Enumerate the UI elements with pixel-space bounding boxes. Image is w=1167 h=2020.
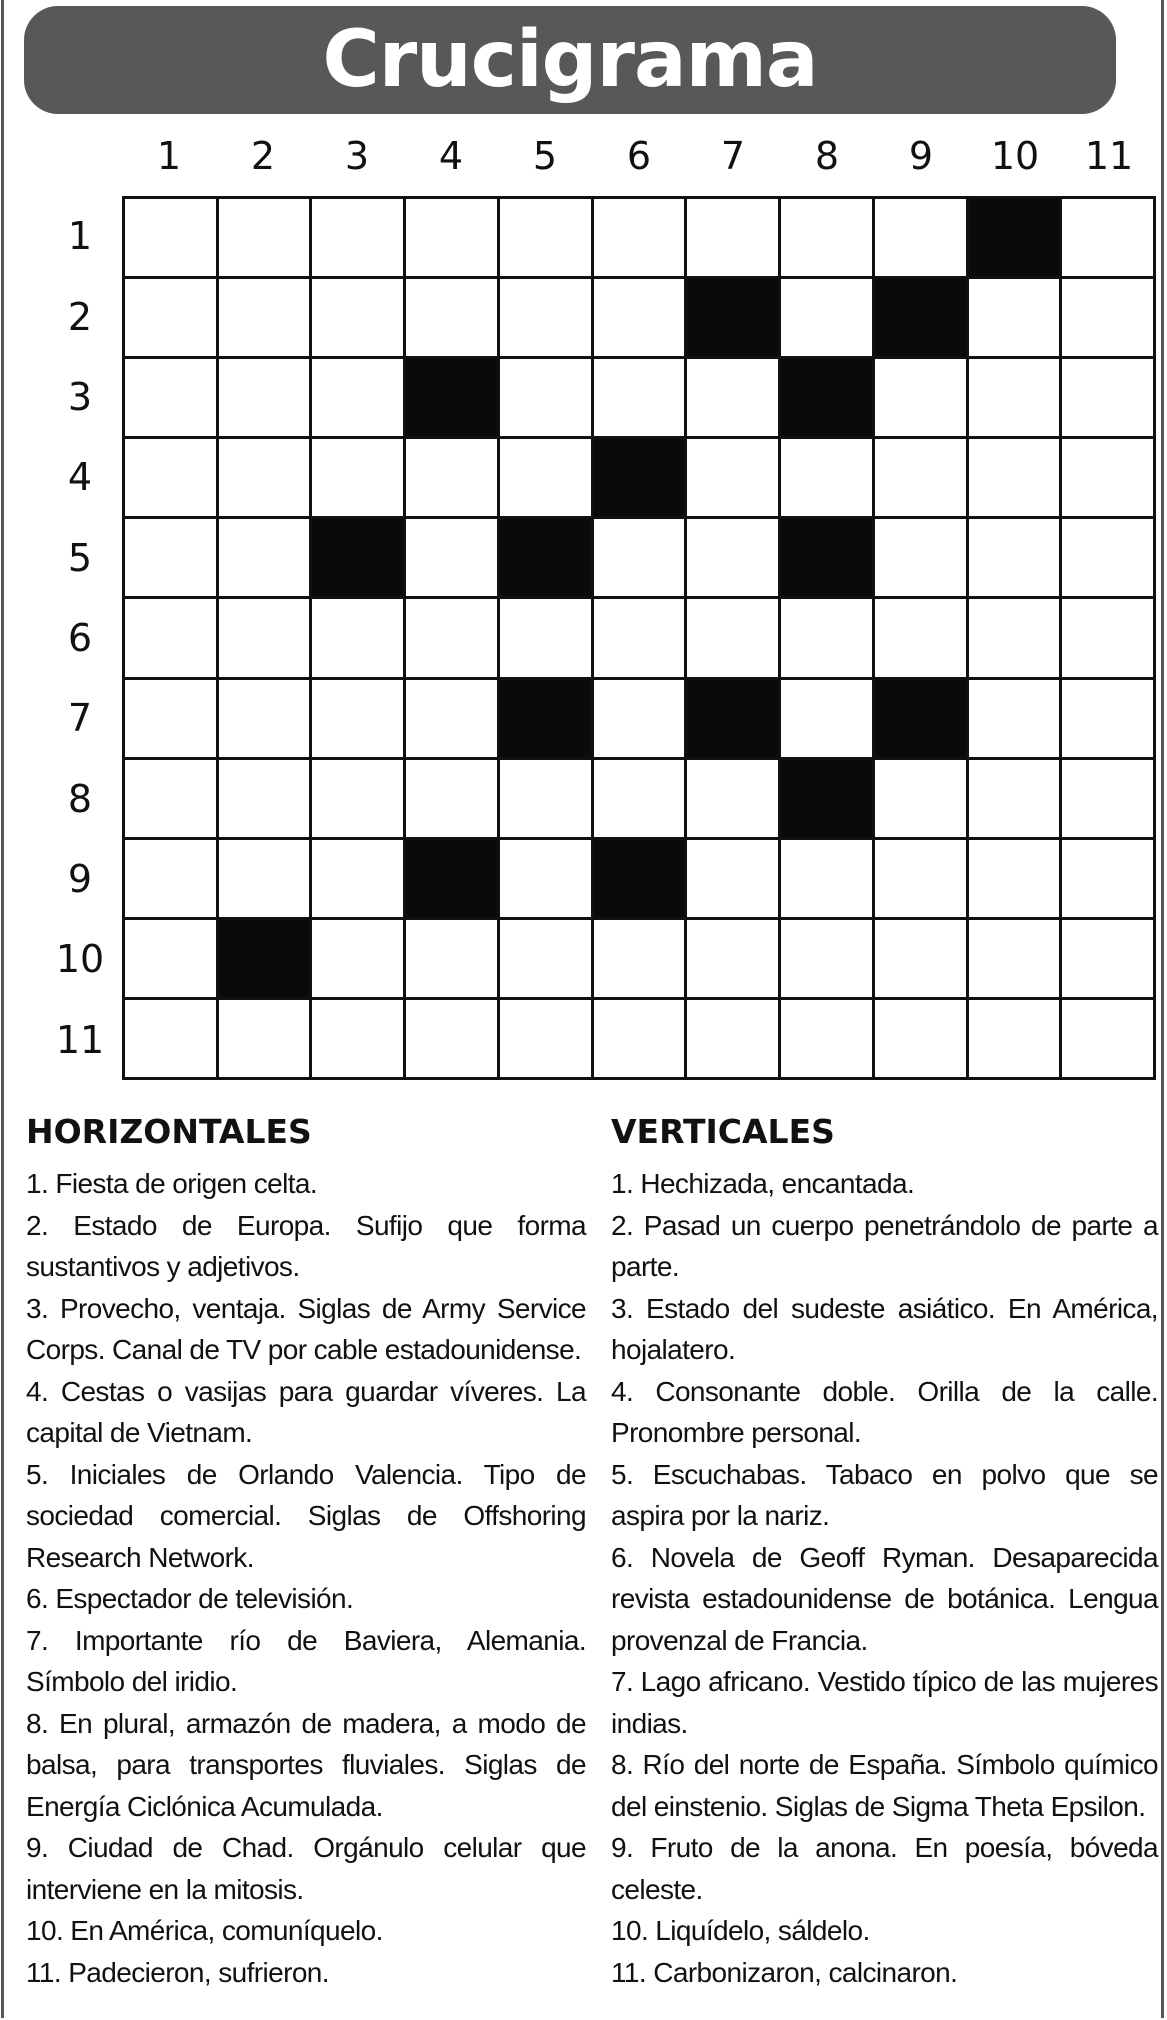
grid-cell[interactable] bbox=[594, 359, 685, 436]
grid-cell[interactable] bbox=[781, 599, 872, 676]
grid-cell-black bbox=[406, 840, 497, 917]
row-number: 2 bbox=[67, 294, 93, 339]
horizontales-section bbox=[26, 1112, 586, 1993]
grid-cell[interactable] bbox=[781, 840, 872, 917]
grid-cell[interactable] bbox=[406, 1000, 497, 1077]
column-number: 5 bbox=[532, 134, 558, 178]
column-number: 2 bbox=[250, 134, 276, 178]
grid-cell[interactable] bbox=[969, 840, 1060, 917]
grid-cell[interactable] bbox=[500, 199, 591, 276]
grid-cell[interactable] bbox=[875, 760, 966, 837]
clue-item: 10. En América, comuníquelo. bbox=[26, 1915, 383, 1946]
grid-cell[interactable] bbox=[500, 1000, 591, 1077]
grid-cell[interactable] bbox=[406, 599, 497, 676]
grid-cell[interactable] bbox=[312, 599, 403, 676]
grid-cell[interactable] bbox=[687, 439, 778, 516]
grid-cell[interactable] bbox=[1062, 920, 1153, 997]
grid-cell[interactable] bbox=[875, 599, 966, 676]
verticales-clue-list bbox=[611, 1163, 1158, 1993]
grid-cell-black bbox=[219, 920, 310, 997]
grid-cell[interactable] bbox=[969, 1000, 1060, 1077]
grid-cell[interactable] bbox=[969, 760, 1060, 837]
grid-cell[interactable] bbox=[500, 599, 591, 676]
grid-cell[interactable] bbox=[594, 760, 685, 837]
grid-cell[interactable] bbox=[875, 1000, 966, 1077]
grid-cell[interactable] bbox=[875, 199, 966, 276]
grid-cell[interactable] bbox=[969, 519, 1060, 596]
grid-cell-black bbox=[312, 519, 403, 596]
grid-cell[interactable] bbox=[500, 439, 591, 516]
column-number: 3 bbox=[344, 134, 370, 178]
grid-cell[interactable] bbox=[312, 439, 403, 516]
clue-item: 9. Fruto de la anona. En poesía, bóveda celeste. bbox=[611, 1832, 1158, 1905]
clue-item: 8. En plural, armazón de madera, a modo de balsa, para transportes fluviales. Siglas de Energía Ciclónica Acumulada. bbox=[26, 1707, 586, 1822]
grid-cell[interactable] bbox=[125, 359, 216, 436]
grid-cell[interactable] bbox=[781, 680, 872, 757]
grid-cell-black bbox=[500, 680, 591, 757]
grid-cell-black bbox=[687, 680, 778, 757]
grid-cell-black bbox=[875, 680, 966, 757]
grid-cell[interactable] bbox=[125, 920, 216, 997]
grid-cell[interactable] bbox=[781, 279, 872, 356]
grid-cell[interactable] bbox=[969, 599, 1060, 676]
clue-item: 9. Ciudad de Chad. Orgánulo celular que interviene en la mitosis. bbox=[26, 1832, 586, 1905]
grid-cell[interactable] bbox=[125, 519, 216, 596]
grid-cell-black bbox=[594, 840, 685, 917]
grid-cell[interactable] bbox=[1062, 1000, 1153, 1077]
grid-cell[interactable] bbox=[969, 439, 1060, 516]
grid-cell-black bbox=[687, 279, 778, 356]
grid-cell[interactable] bbox=[500, 279, 591, 356]
grid-cell-black bbox=[781, 359, 872, 436]
column-number: 8 bbox=[814, 134, 840, 178]
grid-cell[interactable] bbox=[219, 359, 310, 436]
grid-cell[interactable] bbox=[875, 359, 966, 436]
grid-cell[interactable] bbox=[219, 680, 310, 757]
grid-cell[interactable] bbox=[1062, 760, 1153, 837]
grid-cell[interactable] bbox=[500, 359, 591, 436]
grid-cell[interactable] bbox=[125, 199, 216, 276]
grid-cell[interactable] bbox=[312, 680, 403, 757]
grid-cell[interactable] bbox=[594, 1000, 685, 1077]
grid-cell[interactable] bbox=[219, 199, 310, 276]
grid-cell[interactable] bbox=[1062, 599, 1153, 676]
column-numbers bbox=[122, 128, 1156, 184]
grid-cell[interactable] bbox=[1062, 199, 1153, 276]
grid-cell[interactable] bbox=[219, 1000, 310, 1077]
clue-item: 11. Padecieron, sufrieron. bbox=[26, 1956, 329, 1988]
crossword-grid bbox=[122, 196, 1156, 1080]
grid-cell[interactable] bbox=[875, 920, 966, 997]
grid-cell-black bbox=[781, 760, 872, 837]
grid-cell[interactable] bbox=[969, 680, 1060, 757]
grid-cell[interactable] bbox=[1062, 840, 1153, 917]
row-number: 11 bbox=[55, 1017, 105, 1062]
row-number: 3 bbox=[67, 374, 93, 419]
grid-cell[interactable] bbox=[687, 840, 778, 917]
column-number: 11 bbox=[1084, 134, 1134, 178]
column-number: 10 bbox=[990, 134, 1040, 178]
grid-cell-black bbox=[406, 359, 497, 436]
clue-item: 4. Consonante doble. Orilla de la calle. Pronombre personal. bbox=[611, 1375, 1158, 1448]
grid-cell[interactable] bbox=[781, 920, 872, 997]
grid-cell[interactable] bbox=[687, 519, 778, 596]
grid-cell[interactable] bbox=[969, 359, 1060, 436]
clue-item: 4. Cestas o vasijas para guardar víveres. La capital de Vietnam. bbox=[26, 1375, 586, 1448]
horizontales-clue-list bbox=[26, 1163, 586, 1993]
grid-cell[interactable] bbox=[125, 760, 216, 837]
grid-cell[interactable] bbox=[125, 439, 216, 516]
clue-item: 8. Río del norte de España. Símbolo químico del einstenio. Siglas de Sigma Theta Epsilon. bbox=[611, 1749, 1158, 1822]
clue-item: 3. Provecho, ventaja. Siglas de Army Service Corps. Canal de TV por cable estadounidense. bbox=[26, 1292, 586, 1365]
column-number: 4 bbox=[438, 134, 464, 178]
row-number: 10 bbox=[55, 937, 105, 982]
grid-cell[interactable] bbox=[125, 680, 216, 757]
grid-cell[interactable] bbox=[500, 840, 591, 917]
row-numbers bbox=[40, 196, 120, 1080]
grid-cell[interactable] bbox=[219, 760, 310, 837]
clue-item: 5. Iniciales de Orlando Valencia. Tipo de sociedad comercial. Siglas de Offshoring Research Network. bbox=[26, 1458, 586, 1573]
grid-cell[interactable] bbox=[219, 519, 310, 596]
grid-cell[interactable] bbox=[687, 1000, 778, 1077]
grid-cell[interactable] bbox=[1062, 519, 1153, 596]
horizontales-heading: HORIZONTALES bbox=[26, 1112, 312, 1151]
grid-cell[interactable] bbox=[125, 599, 216, 676]
grid-cell[interactable] bbox=[406, 760, 497, 837]
grid-cell-black bbox=[875, 279, 966, 356]
clue-item: 1. Hechizada, encantada. bbox=[611, 1168, 915, 1199]
grid-cell[interactable] bbox=[969, 920, 1060, 997]
clue-item: 7. Lago africano. Vestido típico de las mujeres indias. bbox=[611, 1666, 1158, 1739]
grid-cell[interactable] bbox=[969, 279, 1060, 356]
column-number: 1 bbox=[156, 134, 182, 178]
grid-cell-black bbox=[500, 519, 591, 596]
grid-cell[interactable] bbox=[687, 199, 778, 276]
grid-cell[interactable] bbox=[875, 439, 966, 516]
grid-cell[interactable] bbox=[1062, 439, 1153, 516]
grid-cell[interactable] bbox=[219, 599, 310, 676]
grid-cell[interactable] bbox=[875, 840, 966, 917]
clue-item: 7. Importante río de Baviera, Alemania. Símbolo del iridio. bbox=[26, 1624, 586, 1697]
grid-cell[interactable] bbox=[687, 760, 778, 837]
grid-cell-black bbox=[594, 439, 685, 516]
verticales-section bbox=[611, 1112, 1158, 1993]
grid-cell[interactable] bbox=[125, 840, 216, 917]
row-number: 5 bbox=[67, 535, 93, 580]
row-number: 9 bbox=[67, 857, 93, 902]
grid-cell[interactable] bbox=[687, 599, 778, 676]
grid-cell[interactable] bbox=[781, 1000, 872, 1077]
clue-item: 11. Carbonizaron, calcinaron. bbox=[611, 1956, 958, 1988]
grid-cell[interactable] bbox=[594, 279, 685, 356]
grid-cell-black bbox=[969, 199, 1060, 276]
grid-cell[interactable] bbox=[125, 279, 216, 356]
grid-cell[interactable] bbox=[1062, 279, 1153, 356]
clue-item: 2. Pasad un cuerpo penetrándolo de parte a parte. bbox=[611, 1209, 1158, 1282]
grid-cell[interactable] bbox=[125, 1000, 216, 1077]
row-number: 8 bbox=[67, 776, 93, 821]
grid-cell[interactable] bbox=[312, 760, 403, 837]
grid-cell[interactable] bbox=[781, 439, 872, 516]
grid-cell[interactable] bbox=[781, 199, 872, 276]
grid-cell[interactable] bbox=[312, 279, 403, 356]
page-title: Crucigrama bbox=[322, 15, 818, 105]
grid-cell[interactable] bbox=[406, 279, 497, 356]
grid-cell[interactable] bbox=[594, 519, 685, 596]
grid-cell[interactable] bbox=[219, 279, 310, 356]
grid-cell[interactable] bbox=[406, 680, 497, 757]
grid-cell[interactable] bbox=[406, 199, 497, 276]
clue-item: 10. Liquídelo, sáldelo. bbox=[611, 1915, 870, 1946]
grid-cell[interactable] bbox=[594, 199, 685, 276]
grid-cell[interactable] bbox=[1062, 680, 1153, 757]
title-banner bbox=[24, 6, 1116, 114]
grid-cell[interactable] bbox=[594, 680, 685, 757]
grid-cell[interactable] bbox=[594, 920, 685, 997]
row-number: 7 bbox=[67, 696, 93, 741]
grid-cell[interactable] bbox=[687, 920, 778, 997]
column-number: 9 bbox=[908, 134, 934, 178]
grid-cell[interactable] bbox=[312, 920, 403, 997]
row-number: 4 bbox=[67, 455, 93, 500]
grid-cell[interactable] bbox=[406, 439, 497, 516]
clue-item: 1. Fiesta de origen celta. bbox=[26, 1168, 318, 1199]
grid-cell[interactable] bbox=[875, 519, 966, 596]
grid-cell[interactable] bbox=[312, 1000, 403, 1077]
clue-item: 5. Escuchabas. Tabaco en polvo que se aspira por la nariz. bbox=[611, 1458, 1158, 1531]
clue-item: 3. Estado del sudeste asiático. En América, hojalatero. bbox=[611, 1292, 1158, 1365]
grid-cell[interactable] bbox=[594, 599, 685, 676]
row-number: 1 bbox=[67, 214, 93, 259]
grid-cell[interactable] bbox=[500, 920, 591, 997]
grid-cell-black bbox=[781, 519, 872, 596]
clue-item: 6. Novela de Geoff Ryman. Desaparecida revista estadounidense de botánica. Lengua provenzal de Francia. bbox=[611, 1541, 1158, 1656]
grid-cell[interactable] bbox=[312, 840, 403, 917]
grid-cell[interactable] bbox=[219, 439, 310, 516]
grid-cell[interactable] bbox=[219, 840, 310, 917]
grid-cell[interactable] bbox=[406, 920, 497, 997]
clue-item: 6. Espectador de televisión. bbox=[26, 1583, 354, 1614]
grid-cell[interactable] bbox=[500, 760, 591, 837]
row-number: 6 bbox=[67, 615, 93, 660]
clue-item: 2. Estado de Europa. Sufijo que forma sustantivos y adjetivos. bbox=[26, 1209, 586, 1282]
grid-cell[interactable] bbox=[406, 519, 497, 596]
grid-cell[interactable] bbox=[1062, 359, 1153, 436]
grid-cell[interactable] bbox=[312, 359, 403, 436]
column-number: 6 bbox=[626, 134, 652, 178]
grid-cell[interactable] bbox=[687, 359, 778, 436]
verticales-heading: VERTICALES bbox=[611, 1112, 835, 1151]
column-number: 7 bbox=[720, 134, 746, 178]
grid-cell[interactable] bbox=[312, 199, 403, 276]
